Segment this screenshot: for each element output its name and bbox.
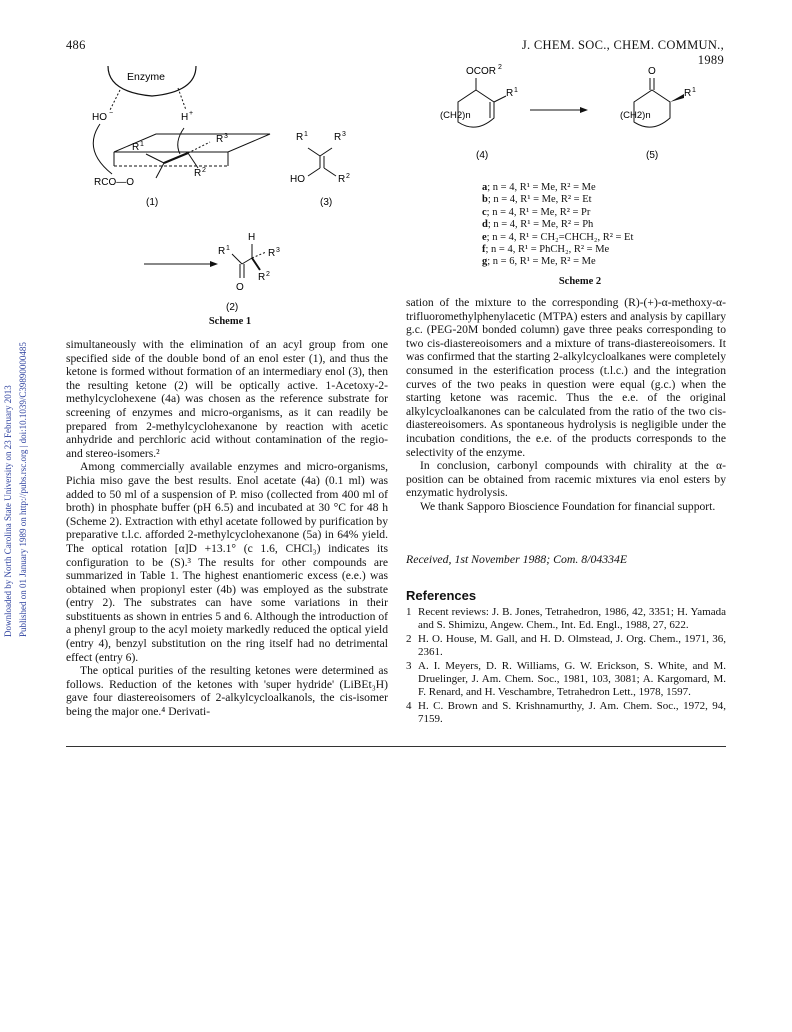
compound-2-r1: R bbox=[218, 246, 226, 257]
svg-text:2: 2 bbox=[498, 64, 502, 71]
compound-5-r1: R bbox=[684, 88, 692, 99]
right-column bbox=[406, 296, 726, 514]
hydroxide-label: HO bbox=[92, 112, 107, 123]
compound-1-label: (1) bbox=[146, 197, 159, 208]
svg-text:1: 1 bbox=[226, 245, 230, 252]
svg-text:2: 2 bbox=[346, 173, 350, 180]
compound-3-r1: R bbox=[296, 132, 304, 143]
compound-2-r3: R bbox=[268, 248, 276, 259]
compound-5-ring: (CH2)n bbox=[620, 110, 651, 121]
r1-label: R bbox=[132, 142, 140, 153]
svg-text:−: − bbox=[109, 110, 114, 117]
right-paragraph-2: In conclusion, carbonyl compounds with chirality at the α-position can be obtained from racemic mixtures via enol esters by enzymatic hydrolysis. bbox=[406, 459, 726, 500]
reference-1: 1 Recent reviews: J. B. Jones, Tetrahedron, 1986, 42, 3351; H. Yamada and S. Shimizu, Angew. Chem., Int. Ed. Engl., 1988, 27, 622. bbox=[406, 606, 726, 631]
reference-2: 2 H. O. House, M. Gall, and H. D. Olmstead, J. Org. Chem., 1971, 36, 2361. bbox=[406, 633, 726, 658]
substituent-c: c; n = 4, R¹ = Me, R² = Pr bbox=[482, 206, 591, 218]
substituent-a: a; n = 4, R¹ = Me, R² = Me bbox=[482, 182, 596, 193]
compound-2-h: H bbox=[248, 232, 256, 243]
journal-header: J. CHEM. SOC., CHEM. COMMUN., 1989 bbox=[521, 38, 724, 67]
scheme-2-caption: Scheme 2 bbox=[558, 276, 602, 287]
scheme-1-caption: Scheme 1 bbox=[208, 316, 252, 327]
reference-3: 3 A. I. Meyers, D. R. Williams, G. W. Erickson, S. White, and M. Druelinger, J. Am. Chem. Soc., 1981, 103, 3081; A. Kargomard, M. F. Renard, and H. Veschambre, Tetrahedron Lett., 1978, 1597. bbox=[406, 660, 726, 698]
substituent-list bbox=[482, 182, 633, 269]
compound-2-o: O bbox=[236, 282, 244, 293]
compound-3-label: (3) bbox=[320, 197, 333, 208]
svg-text:2: 2 bbox=[266, 271, 270, 278]
left-column bbox=[66, 338, 388, 719]
svg-text:1: 1 bbox=[692, 87, 696, 94]
svg-text:2: 2 bbox=[202, 167, 206, 174]
compound-3-r2: R bbox=[338, 174, 346, 185]
substituent-b: b; n = 4, R¹ = Me, R² = Et bbox=[482, 194, 592, 206]
references-list bbox=[406, 606, 726, 727]
svg-text:3: 3 bbox=[276, 247, 280, 254]
acyloxy-label: RCO—O bbox=[94, 177, 134, 188]
enzyme-label: Enzyme bbox=[127, 71, 165, 83]
publication-notice[interactable]: Published on 01 January 1989 on http://pubs.rsc.org | doi:10.1039/C39890000485 bbox=[18, 342, 28, 637]
r2-label: R bbox=[194, 168, 202, 179]
r3-label: R bbox=[216, 134, 224, 145]
scheme-2-diagram bbox=[420, 58, 720, 178]
scheme-1-diagram bbox=[80, 58, 400, 328]
bottom-rule bbox=[66, 746, 726, 747]
right-paragraph-3: We thank Sapporo Bioscience Foundation for financial support. bbox=[420, 499, 716, 513]
left-paragraph-1: simultaneously with the elimination of an acyl group from one specified side of the double bond of an enol ester (1), and thus the ketone is formed without formation of an intermediary enol (3), then the resulting ketone (2) will be optically active. 1-Acetoxy-2-methylcyclohexene (4a) was chosen as the reference substrate for screening of enzymes and micro-organisms, as it can readily be prepared from 2-methylcyclohexanone by reaction with acetic anhydride and perchloric acid without contamination of the regio- and stereo-isomers.² bbox=[66, 338, 388, 460]
page-number: 486 bbox=[66, 38, 86, 52]
right-paragraph-1: sation of the mixture to the corresponding (R)-(+)-α-methoxy-α-trifluoromethylphenylacetic (MTPA) esters and analysis by capillary g.c. (PEG-20M bonded column) gave three peaks corresponding to two cis-diastereoisomers and a mixture of trans-diastereoisomers. It was confirmed that the starting 2-alkylcycloalkanes were completely consumed in the esterification process (t.l.c.) and the integration curves of the two peaks in question were equal (g.c.) when the starting ketone was racemic. Thus the e.e. of the original alkylcycloalkanones can be calculated from the ratio of the two cis-diastereoisomers. As spontaneous hydrolysis is negligible under the incubation conditions, the e.e. of the products corresponds to the selectivity of the enzyme. bbox=[406, 296, 726, 459]
svg-text:1: 1 bbox=[304, 131, 308, 138]
substituent-e: e; n = 4, R¹ = CH₂=CHCH₂, R² = Et bbox=[482, 231, 634, 243]
svg-text:3: 3 bbox=[342, 131, 346, 138]
substituent-g: g; n = 6, R¹ = Me, R² = Me bbox=[482, 256, 596, 268]
compound-2-label: (2) bbox=[226, 302, 239, 313]
received-date: Received, 1st November 1988; Com. 8/04334E bbox=[406, 552, 628, 566]
substituent-f: f; n = 4, R¹ = PhCH₂, R² = Me bbox=[482, 244, 610, 256]
svg-text:+: + bbox=[189, 110, 194, 117]
compound-3-r3: R bbox=[334, 132, 342, 143]
compound-4-ring: (CH2)n bbox=[440, 110, 471, 121]
download-notice[interactable]: Downloaded by North Carolina State University on 23 February 2013 bbox=[3, 385, 13, 637]
reference-4: 4 H. C. Brown and S. Krishnamurthy, J. Am. Chem. Soc., 1972, 94, 7159. bbox=[406, 700, 726, 725]
compound-5-o: O bbox=[648, 66, 656, 77]
substituent-d: d; n = 4, R¹ = Me, R² = Ph bbox=[482, 219, 594, 231]
compound-4-r1: R bbox=[506, 88, 514, 99]
compound-2-r2: R bbox=[258, 272, 266, 283]
svg-text:1: 1 bbox=[514, 87, 518, 94]
proton-label: H bbox=[181, 112, 189, 123]
compound-3-ho: HO bbox=[290, 174, 305, 185]
references-title: References bbox=[406, 588, 477, 603]
svg-text:1: 1 bbox=[140, 141, 144, 148]
compound-4-label: (4) bbox=[476, 150, 489, 161]
svg-text:3: 3 bbox=[224, 133, 228, 140]
ocor2-label: OCOR bbox=[466, 66, 496, 77]
left-paragraph-2: Among commercially available enzymes and micro-organisms, Pichia miso gave the best results. Enol acetate (4a) (0.1 ml) was added to 50 ml of a suspension of P. miso (collected from 400 ml of broth) in phosphate buffer (pH 6.5) and incubated at 30 °C for 48 h (Scheme 2). Extraction with ethyl acetate followed by purification by preparative t.l.c. afforded 2-methylcyclohexanone (5a) in 64% yield. The optical rotation [α]D +13.1° (c 1.6, CHCl₃) indicates its configuration to be (S).³ The results for other compounds are summarized in Table 1. The highest enantiomeric excess (e.e.) was obtained when propionyl ester (4b) was employed as the substrate (entry 2). The substrates can have some variations in their substituents as shown in entries 5 and 6. Although the introduction of a phenyl group to the acyl moiety markedly reduced the optical yield (entry 4), benzyl substitution on the ring itself had no detrimental effect (entry 6). bbox=[66, 460, 388, 664]
left-paragraph-3: The optical purities of the resulting ketones were determined as follows. Reduction of the ketones with 'super hydride' (LiBEt₃H) gave four diastereoisomers of 2-alkylcycloalkanols, the cis-isomer being the major one.⁴ Derivati- bbox=[66, 664, 388, 719]
compound-5-label: (5) bbox=[646, 150, 659, 161]
